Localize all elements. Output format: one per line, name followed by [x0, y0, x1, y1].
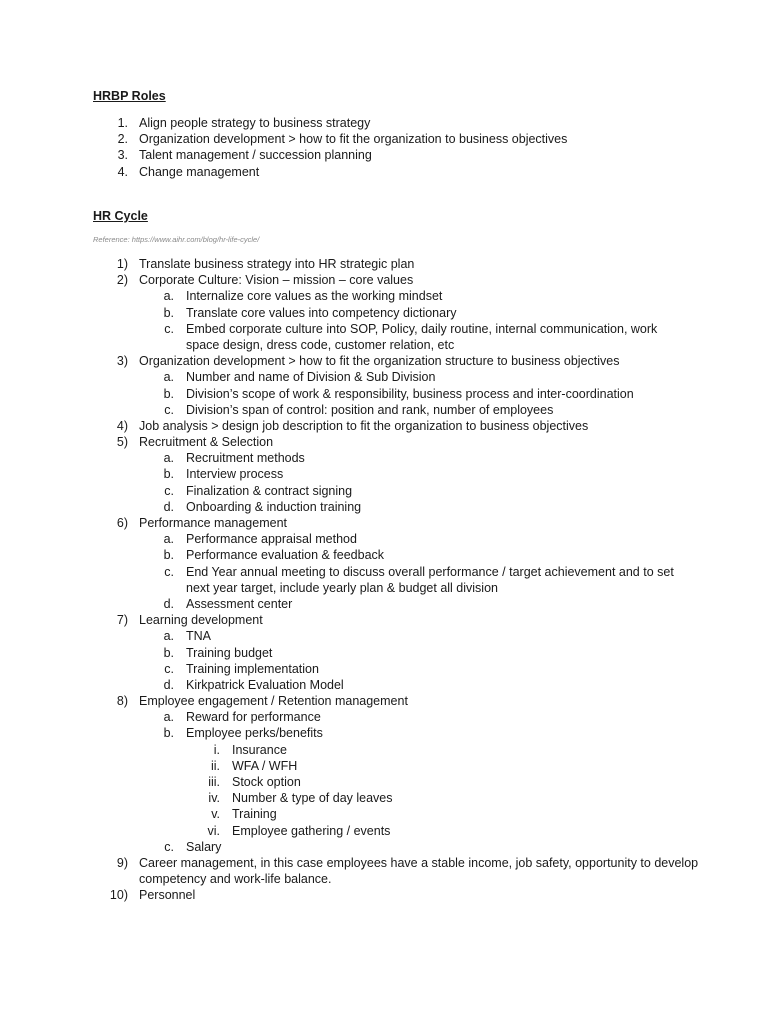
- list-item: [0, 434, 768, 450]
- list-item-text: Reward for performance: [186, 710, 321, 725]
- list-item-text: WFA / WFH: [232, 758, 298, 773]
- list-item-text: Career management, in this case employees have a stable income, job safety, opportunity to develop competency and work-life balance.: [139, 855, 699, 887]
- list-item-text: TNA: [186, 629, 211, 644]
- list-item-number: b.: [163, 305, 174, 320]
- list-item-number: b.: [163, 645, 174, 660]
- list-item: [0, 531, 768, 547]
- list-item-text: Embed corporate culture into SOP, Policy, daily routine, internal communication, work space design, dress code, customer relation, etc: [186, 321, 658, 352]
- list-item: [0, 115, 768, 131]
- list-item: [0, 693, 768, 709]
- list-item-number: 3): [116, 354, 128, 369]
- list-item-text: Interview process: [186, 467, 284, 482]
- list-item-text: Organization development > how to fit the organization structure to business objectives: [139, 354, 620, 369]
- list-item-text: Salary: [186, 839, 222, 854]
- list-item-text: Talent management / succession planning: [139, 148, 372, 163]
- list-item: [0, 758, 768, 774]
- list-item-number: 4.: [117, 164, 128, 179]
- list-item-text: Personnel: [139, 888, 196, 903]
- list-item: [0, 709, 768, 725]
- list-item: [0, 677, 768, 693]
- list-item-number: 7): [116, 613, 128, 628]
- list-item: [0, 742, 768, 758]
- list-item-text: Finalization & contract signing: [186, 483, 353, 498]
- list-item-number: b.: [163, 548, 174, 563]
- list-item-text: Training: [232, 807, 277, 822]
- list-item-text: Employee perks/benefits: [186, 726, 323, 741]
- list-item-number: b.: [163, 467, 174, 482]
- list-item-text: Employee gathering / events: [232, 823, 391, 838]
- hr-cycle-heading: HR Cycle: [93, 209, 148, 223]
- list-item-text: Number & type of day leaves: [232, 791, 393, 806]
- list-item-number: a.: [163, 451, 174, 466]
- list-item: [0, 131, 768, 147]
- hrbp-roles-list: [0, 115, 768, 180]
- list-item: [0, 353, 768, 369]
- list-item-text: Employee engagement / Retention management: [139, 694, 408, 709]
- list-item-text: Corporate Culture: Vision – mission – core values: [139, 273, 414, 288]
- list-item-text: Job analysis > design job description to fit the organization to business objectives: [139, 418, 589, 433]
- list-item: [0, 402, 768, 418]
- list-item: [0, 288, 768, 304]
- list-item-number: a.: [163, 370, 174, 385]
- list-item-number: b.: [163, 726, 174, 741]
- list-item-text: Align people strategy to business strategy: [139, 116, 371, 130]
- list-item-text: Training budget: [186, 645, 273, 660]
- list-item-text: Stock option: [232, 775, 301, 790]
- list-item-number: iv.: [208, 791, 220, 806]
- list-item: [0, 645, 768, 661]
- list-item-text: Number and name of Division & Sub Division: [186, 370, 436, 385]
- list-item: [0, 272, 768, 288]
- list-item: [0, 483, 768, 499]
- list-item-text: Recruitment & Selection: [139, 435, 274, 450]
- list-item-text: End Year annual meeting to discuss overall performance / target achievement and to set next year target, include yearly plan & budget all division: [186, 564, 674, 595]
- list-item-number: 8): [116, 694, 128, 709]
- list-item: [0, 612, 768, 628]
- list-item-text: Assessment center: [186, 596, 293, 611]
- list-item-text: Onboarding & induction training: [186, 499, 362, 514]
- list-item-number: 2.: [117, 132, 128, 147]
- list-item-text: Recruitment methods: [186, 451, 305, 466]
- list-item: [0, 774, 768, 790]
- list-item-number: 6): [116, 516, 128, 531]
- reference-note: Reference: https://www.aihr.com/blog/hr-life-cycle/: [93, 235, 260, 244]
- list-item-number: iii.: [208, 775, 220, 790]
- list-item-text: Translate business strategy into HR strategic plan: [139, 257, 415, 271]
- list-item-number: a.: [163, 710, 174, 725]
- list-item: [0, 547, 768, 563]
- list-item-number: a.: [163, 629, 174, 644]
- list-item-text: Division’s scope of work & responsibility, business process and inter-coordination: [186, 386, 634, 401]
- list-item-text: Training implementation: [186, 661, 319, 676]
- list-item-number: 2): [116, 273, 128, 288]
- list-item-number: d.: [163, 596, 174, 611]
- list-item: [0, 256, 768, 272]
- list-item-number: 3.: [117, 148, 128, 163]
- list-item: [0, 418, 768, 434]
- list-item-text: Internalize core values as the working mindset: [186, 289, 443, 304]
- list-item-number: c.: [164, 483, 174, 498]
- list-item-number: 5): [116, 435, 128, 450]
- list-item-text: Performance management: [139, 516, 287, 531]
- list-item: [0, 661, 768, 677]
- list-item-number: b.: [163, 386, 174, 401]
- list-item-text: Translate core values into competency dictionary: [186, 305, 457, 320]
- list-item-text: Kirkpatrick Evaluation Model: [186, 677, 344, 692]
- list-item: [0, 147, 768, 163]
- list-item: [0, 823, 768, 839]
- list-item: [0, 790, 768, 806]
- list-item-number: 1.: [117, 116, 128, 130]
- list-item: [0, 839, 768, 855]
- list-item-number: i.: [213, 742, 220, 757]
- hr-cycle-list: [0, 256, 768, 904]
- list-item-number: vi.: [207, 823, 220, 838]
- list-item-text: Division’s span of control: position and rank, number of employees: [186, 402, 554, 417]
- list-item-number: 1): [116, 257, 128, 271]
- list-item: [0, 321, 768, 353]
- list-item: [0, 564, 768, 596]
- list-item-number: c.: [164, 402, 174, 417]
- list-item-text: Performance appraisal method: [186, 532, 357, 547]
- list-item-text: Performance evaluation & feedback: [186, 548, 385, 563]
- list-item: [0, 806, 768, 822]
- list-item-number: v.: [211, 807, 220, 822]
- list-item-number: d.: [163, 499, 174, 514]
- list-item: [0, 628, 768, 644]
- list-item-number: a.: [163, 532, 174, 547]
- list-item-number: 10): [109, 888, 128, 903]
- list-item-number: a.: [163, 289, 174, 304]
- list-item: [0, 855, 768, 887]
- list-item: [0, 499, 768, 515]
- list-item: [0, 369, 768, 385]
- list-item-number: c.: [164, 564, 174, 579]
- list-item-text: Change management: [139, 164, 260, 179]
- list-item: [0, 450, 768, 466]
- list-item-number: d.: [163, 677, 174, 692]
- list-item: [0, 466, 768, 482]
- list-item: [0, 305, 768, 321]
- list-item-text: Learning development: [139, 613, 263, 628]
- list-item: [0, 386, 768, 402]
- list-item-text: Organization development > how to fit the organization to business objectives: [139, 132, 568, 147]
- list-item-number: 4): [116, 418, 128, 433]
- list-item-number: c.: [164, 661, 174, 676]
- list-item: [0, 164, 768, 180]
- list-item-text: Insurance: [232, 742, 287, 757]
- list-item-number: 9): [116, 855, 128, 870]
- list-item: [0, 596, 768, 612]
- list-item: [0, 515, 768, 531]
- list-item: [0, 887, 768, 903]
- list-item-number: c.: [164, 321, 174, 336]
- list-item: [0, 725, 768, 741]
- hrbp-roles-heading: HRBP Roles: [93, 89, 166, 103]
- list-item-number: ii.: [210, 758, 220, 773]
- list-item-number: c.: [164, 839, 174, 854]
